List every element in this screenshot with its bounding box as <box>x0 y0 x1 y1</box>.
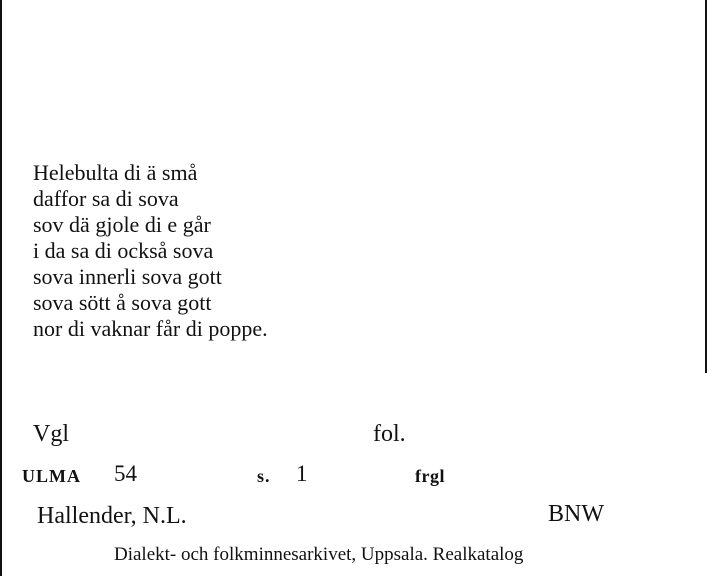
poem-text <box>33 160 268 342</box>
vgl-label: Vgl <box>33 421 69 447</box>
collection-label: ULMA <box>22 466 81 486</box>
poem-line: Helebulta di ä små <box>33 160 198 185</box>
poem-line: sova sött å sova gott <box>33 290 212 315</box>
poem-line: sov dä gjole di e går <box>33 212 211 237</box>
card-left-border <box>0 0 2 576</box>
location-code: BNW <box>548 501 604 527</box>
card-right-border <box>705 0 707 373</box>
page-number: 1 <box>296 461 308 486</box>
poem-line: sova innerli sova gott <box>33 264 222 289</box>
poem-line: i da sa di också sova <box>33 238 214 263</box>
poem-line: daffor sa di sova <box>33 186 179 211</box>
collection-number: 54 <box>114 461 137 486</box>
poem-line: nor di vaknar får di poppe. <box>33 316 268 341</box>
page-label: s. <box>257 466 271 486</box>
fol-label: fol. <box>373 421 406 447</box>
archive-name: Dialekt- och folkminnesarkivet, Uppsala. Realkatalog <box>114 544 524 565</box>
category-label: frgl <box>415 466 445 486</box>
collector-name: Hallender, N.L. <box>37 503 187 529</box>
